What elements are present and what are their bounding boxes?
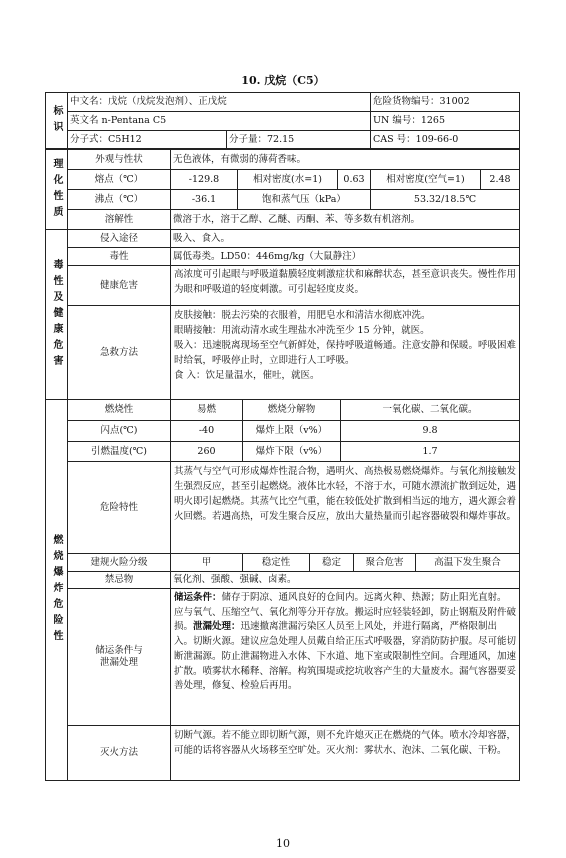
section-fire-explosion: 燃烧爆炸危险性 [45, 399, 68, 781]
cas-number: CAS 号：109-66-0 [370, 130, 520, 149]
molecular-weight: 分子量：72.15 [226, 130, 371, 149]
vapor-pressure-value: 53.32/18.5℃ [370, 189, 520, 210]
density-water-value: 0.63 [337, 169, 371, 190]
section-physical-chemical: 理化性质 [45, 149, 68, 230]
first-aid-eye: 眼睛接触：用流动清水或生理盐水冲洗至少 15 分钟，就医。 [174, 325, 430, 336]
first-aid-inhalation: 吸入：迅速脱离现场至空气新鲜处，保持呼吸道畅通。注意安静和保暖。呼吸困难时给氧，呼吸停止时，立即进行人工呼吸。 [174, 340, 517, 366]
lower-explosion-limit-value: 1.7 [340, 441, 520, 462]
extinguishing-text: 切断气源。若不能立即切断气源，则不允许熄灭正在燃烧的气体。喷水冷却容器，可能的话将容器从火场移至空旷处。灭火剂：雾状水、泡沫、二氧化碳、干粉。 [170, 725, 520, 781]
leak-heading: 泄漏处理： [193, 621, 241, 633]
boiling-point-value: -36.1 [170, 189, 238, 210]
solubility-value: 微溶于水，溶于乙醇、乙醚、丙酮、苯、等多数有机溶剂。 [170, 209, 520, 230]
vapor-pressure-label: 饱和蒸气压（kPa） [237, 189, 371, 210]
appearance-label: 外观与性状 [67, 149, 171, 170]
toxicity-label: 毒性 [67, 247, 171, 266]
appearance-value: 无色液体，有微弱的薄荷香味。 [170, 149, 520, 170]
route-value: 吸入、食入。 [170, 229, 520, 248]
fire-class-label: 建规火险分级 [67, 553, 171, 572]
health-hazard-text: 高浓度可引起眼与呼吸道黏膜轻度刺激症状和麻醉状态，甚至意识丧失。慢性作用为眼和呼吸道的轻度刺激。可引起轻度皮炎。 [170, 265, 520, 306]
storage-heading: 储运条件： [174, 592, 222, 603]
density-air-label: 相对密度(空气=1) [370, 169, 481, 190]
toxicity-value: 属低毒类。LD50：446mg/kg（大鼠静注） [170, 247, 520, 266]
upper-explosion-limit-label: 爆炸上限（v%） [242, 420, 341, 442]
flammability-value: 易燃 [170, 399, 243, 421]
page-number: 10 [276, 837, 290, 850]
lower-explosion-limit-label: 爆炸下限（v%） [242, 441, 341, 462]
section-toxicity-health: 毒性及健康危害 [45, 229, 68, 400]
first-aid-ingestion: 食 入：饮足量温水，催吐，就医。 [174, 370, 320, 381]
incompatible-label: 禁忌物 [67, 571, 171, 589]
upper-explosion-limit-value: 9.8 [340, 420, 520, 442]
combustion-products-label: 燃烧分解物 [242, 399, 341, 421]
polymerization-value: 高温下发生聚合 [415, 553, 520, 572]
hazard-properties-label: 危险特性 [67, 461, 171, 554]
un-goods-number: 危险货物编号：31002 [370, 92, 520, 112]
storage-leak-text [170, 588, 520, 726]
incompatible-value: 氧化剂、强酸、强碱、卤素。 [170, 571, 520, 589]
section-identification: 标识 [45, 92, 68, 149]
leak-text: 迅速撤离泄漏污染区人员至上风处，并进行隔离，严格限制出入。切断火源。建议应急处理人员戴自给正压式呼吸器，穿消防防护服。尽可能切断泄漏源。防止泄漏物进入水体、下水道、地下室或限制性空间。合理通风，加速扩散。喷雾状水稀释、溶解。构筑围堤或挖坑收容产生的大量废水。漏气容器要妥善处理，修复、检验后再用。 [174, 621, 517, 692]
boiling-point-label: 沸点（℃） [67, 189, 171, 210]
autoignition-label: 引燃温度(℃) [67, 441, 171, 462]
melting-point-label: 熔点（℃） [67, 169, 171, 190]
combustion-products-value: 一氧化碳、二氧化碳。 [340, 399, 520, 421]
page-title: 10. 戊烷（C5） [241, 74, 325, 87]
first-aid-skin: 皮肤接触：脱去污染的衣服着，用肥皂水和清洁水彻底冲洗。 [174, 310, 431, 321]
extinguishing-label: 灭火方法 [67, 725, 171, 781]
flammability-label: 燃烧性 [67, 399, 171, 421]
storage-leak-label: 储运条件与泄漏处理 [67, 588, 171, 726]
density-water-label: 相对密度(水=1) [237, 169, 338, 190]
autoignition-value: 260 [170, 441, 243, 462]
health-hazard-label: 健康危害 [67, 265, 171, 306]
storage-text: 储存于阴凉、通风良好的仓间内。远离火种、热源；防止阳光直射。应与氧气、压缩空气、氧化剂等分开存放。搬运时应轻装轻卸，防止钢瓶及附件破损。 [174, 592, 517, 633]
en-name: 英文名 n-Pentana C5 [67, 111, 371, 131]
cn-name: 中文名：戊烷（戊烷发泡剂）、正戊烷 [67, 92, 371, 112]
density-air-value: 2.48 [480, 169, 520, 190]
solubility-label: 溶解性 [67, 209, 171, 230]
un-number: UN 编号：1265 [370, 111, 520, 131]
formula: 分子式：C5H12 [67, 130, 227, 149]
first-aid-label: 急救方法 [67, 305, 171, 400]
melting-point-value: -129.8 [170, 169, 238, 190]
fire-class-value: 甲 [170, 553, 243, 572]
flash-point-value: -40 [170, 420, 243, 442]
hazard-properties-text: 其蒸气与空气可形成爆炸性混合物，遇明火、高热极易燃烧爆炸。与氧化剂接触发生强烈反应，甚至引起燃烧。液体比水轻，不溶于水，可随水漂流扩散到远处，遇明火即引起燃烧。其蒸气比空气重，能在较低处扩散到相当远的地方，遇火源会着火回燃。若遇高热，可发生聚合反应，放出大量热量而引起容器破裂和爆炸事故。 [170, 461, 520, 554]
route-label: 侵入途径 [67, 229, 171, 248]
first-aid-text [170, 305, 520, 400]
stability-label: 稳定性 [242, 553, 310, 572]
stability-value: 稳定 [309, 553, 354, 572]
flash-point-label: 闪点(℃) [67, 420, 171, 442]
polymerization-label: 聚合危害 [353, 553, 416, 572]
